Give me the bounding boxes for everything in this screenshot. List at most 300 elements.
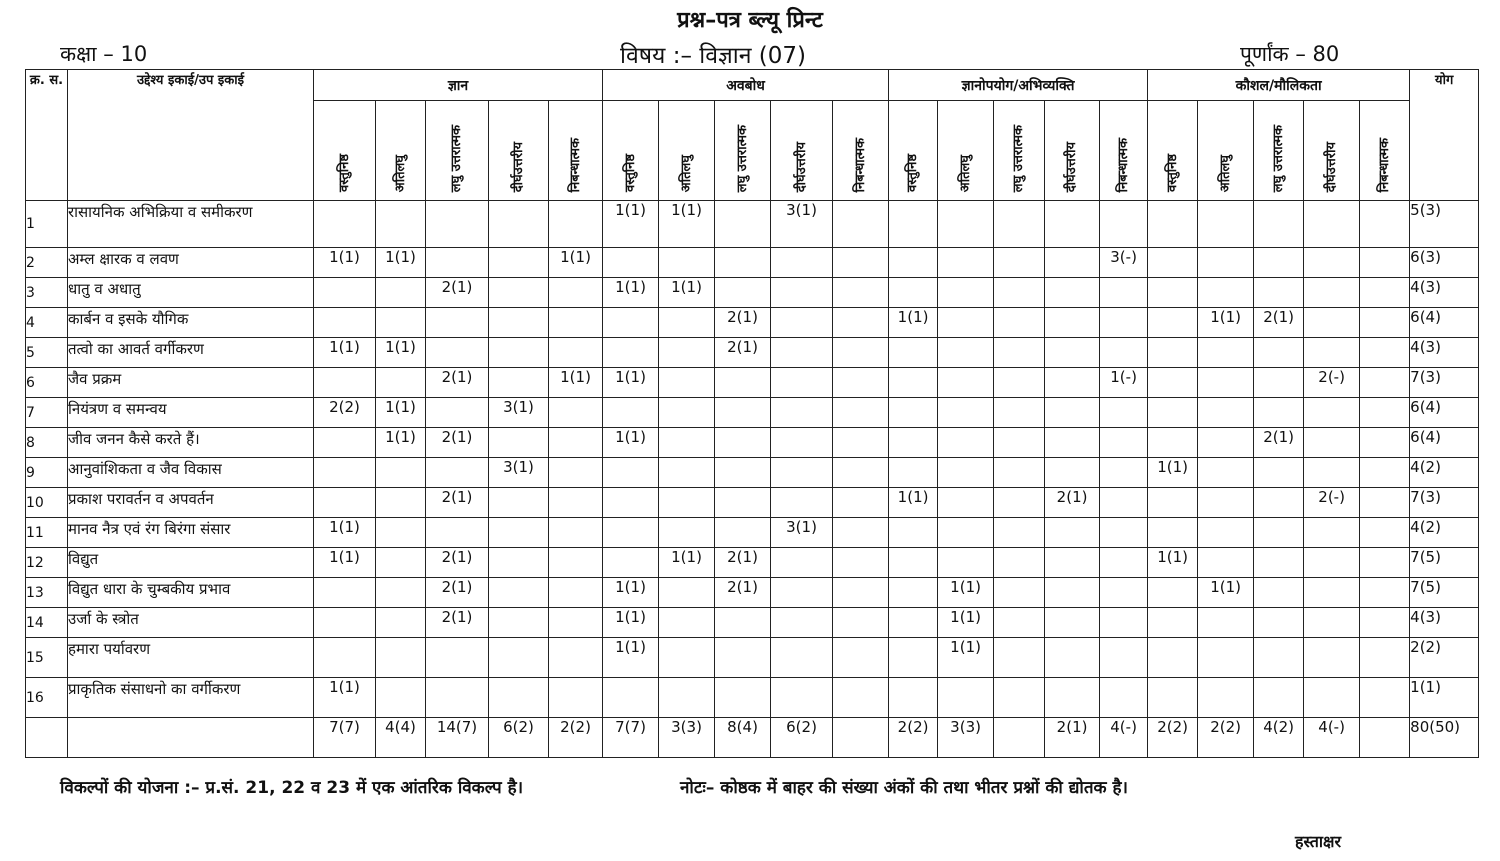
subheader-label: लघु उत्तरात्मक — [1011, 124, 1027, 192]
subheader-cell — [1254, 101, 1304, 201]
mark-cell — [1304, 578, 1360, 608]
mark-cell — [994, 428, 1045, 458]
mark-cell — [715, 458, 771, 488]
mark-cell — [994, 518, 1045, 548]
mark-cell: 1(1) — [889, 308, 938, 338]
mark-cell — [426, 201, 489, 248]
mark-cell — [715, 638, 771, 678]
mark-cell — [938, 548, 994, 578]
mark-cell — [659, 518, 715, 548]
mark-cell: 1(1) — [938, 638, 994, 678]
mark-cell: 1(1) — [938, 608, 994, 638]
mark-cell — [833, 638, 889, 678]
subheader-label: निबन्धात्मक — [567, 137, 583, 192]
subheader-cell — [659, 101, 715, 201]
row-total: 6(4) — [1410, 398, 1479, 428]
subject-label: विषय :– विज्ञान (07) — [620, 43, 806, 69]
column-total-cell — [1360, 718, 1410, 758]
mark-cell — [1148, 488, 1198, 518]
mark-cell — [659, 248, 715, 278]
mark-cell — [1360, 518, 1410, 548]
group-header-application: ज्ञानोपयोग/अभिव्यक्ति — [889, 70, 1148, 101]
row-serial: 2 — [26, 248, 68, 278]
row-serial: 12 — [26, 548, 68, 578]
subheader-cell — [1100, 101, 1148, 201]
mark-cell — [659, 428, 715, 458]
mark-cell — [489, 518, 549, 548]
column-total-cell: 2(1) — [1045, 718, 1100, 758]
mark-cell — [994, 608, 1045, 638]
mark-cell — [1304, 248, 1360, 278]
row-total: 5(3) — [1410, 201, 1479, 248]
mark-cell — [489, 308, 549, 338]
mark-cell — [314, 578, 376, 608]
mark-cell: 1(1) — [549, 248, 603, 278]
mark-cell — [426, 248, 489, 278]
group-header-skill: कौशल/मौलिकता — [1148, 70, 1410, 101]
mark-cell — [659, 608, 715, 638]
mark-cell — [1148, 678, 1198, 718]
subheader-cell — [314, 101, 376, 201]
mark-cell — [833, 278, 889, 308]
mark-cell: 1(1) — [1198, 578, 1254, 608]
mark-cell — [1198, 608, 1254, 638]
mark-cell — [833, 458, 889, 488]
column-total-cell: 4(2) — [1254, 718, 1304, 758]
mark-cell: 2(1) — [426, 488, 489, 518]
mark-cell — [1360, 428, 1410, 458]
column-total-cell: 3(3) — [938, 718, 994, 758]
row-serial: 4 — [26, 308, 68, 338]
mark-cell — [314, 428, 376, 458]
mark-cell — [1100, 518, 1148, 548]
subheader-label: अतिलघु — [392, 154, 408, 192]
mark-cell — [771, 608, 833, 638]
mark-cell — [833, 248, 889, 278]
row-topic: रासायनिक अभिक्रिया व समीकरण — [68, 201, 314, 248]
mark-cell — [771, 248, 833, 278]
mark-cell — [1045, 201, 1100, 248]
mark-cell — [489, 428, 549, 458]
mark-cell — [833, 368, 889, 398]
mark-cell — [659, 398, 715, 428]
mark-cell — [376, 308, 426, 338]
table-row — [26, 678, 1479, 718]
signature: हस्ताक्षर — [1295, 832, 1342, 851]
mark-cell — [994, 338, 1045, 368]
row-serial: 6 — [26, 368, 68, 398]
subheader-label: अतिलघु — [678, 154, 694, 192]
mark-cell: 1(1) — [603, 201, 659, 248]
mark-cell: 1(1) — [889, 488, 938, 518]
mark-cell — [938, 278, 994, 308]
subheader-cell — [1198, 101, 1254, 201]
subheader-cell — [1045, 101, 1100, 201]
table-row — [26, 278, 1479, 308]
mark-cell — [314, 458, 376, 488]
mark-cell — [603, 398, 659, 428]
mark-cell — [1360, 278, 1410, 308]
mark-cell — [715, 488, 771, 518]
mark-cell — [1148, 398, 1198, 428]
mark-cell — [1254, 201, 1304, 248]
mark-cell — [1045, 428, 1100, 458]
mark-cell: 1(1) — [659, 548, 715, 578]
mark-cell: 1(1) — [314, 678, 376, 718]
mark-cell: 2(1) — [426, 548, 489, 578]
mark-cell — [1198, 368, 1254, 398]
column-total-cell: 7(7) — [603, 718, 659, 758]
mark-cell — [938, 518, 994, 548]
mark-cell — [833, 201, 889, 248]
mark-cell — [994, 638, 1045, 678]
mark-cell — [1045, 398, 1100, 428]
mark-cell — [1304, 398, 1360, 428]
mark-cell — [376, 458, 426, 488]
mark-cell — [376, 201, 426, 248]
mark-cell — [314, 308, 376, 338]
mark-cell — [603, 248, 659, 278]
table-row — [26, 248, 1479, 278]
row-total: 4(3) — [1410, 608, 1479, 638]
subheader-cell — [376, 101, 426, 201]
column-total-cell: 8(4) — [715, 718, 771, 758]
mark-cell — [1100, 678, 1148, 718]
mark-cell — [1360, 248, 1410, 278]
column-total-cell — [833, 718, 889, 758]
subheader-label: वस्तुनिष्ठ — [905, 154, 921, 192]
mark-cell: 2(1) — [1254, 308, 1304, 338]
mark-cell — [938, 338, 994, 368]
column-total-cell: 3(3) — [659, 718, 715, 758]
row-topic: विद्युत धारा के चुम्बकीय प्रभाव — [68, 578, 314, 608]
table-row — [26, 608, 1479, 638]
mark-cell: 3(1) — [489, 458, 549, 488]
subheader-cell — [603, 101, 659, 201]
mark-cell — [1254, 338, 1304, 368]
mark-cell — [1254, 518, 1304, 548]
mark-cell — [549, 428, 603, 458]
row-serial: 3 — [26, 278, 68, 308]
mark-cell: 1(1) — [1198, 308, 1254, 338]
mark-cell — [1254, 278, 1304, 308]
mark-cell — [1100, 338, 1148, 368]
mark-cell — [376, 608, 426, 638]
row-serial: 7 — [26, 398, 68, 428]
mark-cell — [1198, 338, 1254, 368]
row-topic: हमारा पर्यावरण — [68, 638, 314, 678]
mark-cell — [1304, 338, 1360, 368]
totals-row — [26, 718, 1479, 758]
mark-cell — [1254, 458, 1304, 488]
column-total-cell: 14(7) — [426, 718, 489, 758]
row-serial: 11 — [26, 518, 68, 548]
mark-cell — [1198, 518, 1254, 548]
mark-cell — [489, 678, 549, 718]
mark-cell — [1198, 458, 1254, 488]
row-topic: मानव नैत्र एवं रंग बिरंगा संसार — [68, 518, 314, 548]
subheader-label: अतिलघु — [1217, 154, 1233, 192]
mark-cell — [833, 548, 889, 578]
mark-cell — [489, 638, 549, 678]
mark-cell — [938, 488, 994, 518]
mark-cell: 2(1) — [715, 548, 771, 578]
row-topic: कार्बन व इसके यौगिक — [68, 308, 314, 338]
table-row — [26, 201, 1479, 248]
subheader-label: लघु उत्तरात्मक — [1270, 124, 1286, 192]
subheader-label: वस्तुनिष्ठ — [336, 154, 352, 192]
mark-cell — [376, 678, 426, 718]
row-total: 7(5) — [1410, 578, 1479, 608]
mark-cell: 2(1) — [426, 578, 489, 608]
column-total-cell: 2(2) — [1198, 718, 1254, 758]
mark-cell — [938, 678, 994, 718]
row-total: 4(2) — [1410, 518, 1479, 548]
mark-cell — [771, 488, 833, 518]
mark-cell — [314, 201, 376, 248]
mark-cell — [549, 308, 603, 338]
subheader-label: दीर्घउत्तरीय — [1323, 141, 1339, 192]
mark-cell: 2(1) — [426, 608, 489, 638]
mark-cell — [549, 488, 603, 518]
subheader-label: दीर्घउत्तरीय — [793, 141, 809, 192]
mark-cell — [994, 548, 1045, 578]
mark-cell — [1304, 458, 1360, 488]
mark-cell — [771, 338, 833, 368]
mark-cell — [833, 308, 889, 338]
mark-cell — [314, 638, 376, 678]
total-header: योग — [1410, 70, 1479, 201]
mark-cell — [1100, 638, 1148, 678]
row-total: 4(3) — [1410, 338, 1479, 368]
mark-cell: 2(1) — [426, 278, 489, 308]
mark-cell — [426, 398, 489, 428]
mark-cell: 3(1) — [489, 398, 549, 428]
mark-cell — [771, 368, 833, 398]
table-row — [26, 458, 1479, 488]
mark-cell — [489, 608, 549, 638]
mark-cell — [549, 548, 603, 578]
mark-cell — [938, 308, 994, 338]
mark-cell: 1(1) — [603, 638, 659, 678]
mark-cell — [1100, 308, 1148, 338]
mark-cell — [771, 638, 833, 678]
mark-cell — [715, 248, 771, 278]
mark-cell — [889, 458, 938, 488]
mark-cell — [1198, 428, 1254, 458]
mark-cell: 2(1) — [426, 368, 489, 398]
subheader-label: वस्तुनिष्ठ — [622, 154, 638, 192]
mark-cell — [489, 338, 549, 368]
mark-cell — [1045, 678, 1100, 718]
row-serial: 1 — [26, 201, 68, 248]
mark-cell — [1045, 308, 1100, 338]
mark-cell — [938, 398, 994, 428]
mark-cell — [659, 368, 715, 398]
table-body — [26, 201, 1479, 758]
mark-cell — [1254, 248, 1304, 278]
mark-cell — [1148, 201, 1198, 248]
mark-cell: 2(2) — [314, 398, 376, 428]
mark-cell — [1100, 488, 1148, 518]
row-total: 7(3) — [1410, 368, 1479, 398]
row-topic: तत्वो का आवर्त वर्गीकरण — [68, 338, 314, 368]
mark-cell — [426, 638, 489, 678]
mark-cell — [1360, 458, 1410, 488]
mark-cell: 2(1) — [715, 308, 771, 338]
mark-cell — [1304, 308, 1360, 338]
page-title: प्रश्न–पत्र ब्ल्यू प्रिन्ट — [677, 8, 823, 33]
mark-cell — [549, 278, 603, 308]
row-topic: अम्ल क्षारक व लवण — [68, 248, 314, 278]
totals-blank-cell — [68, 718, 314, 758]
mark-cell — [994, 488, 1045, 518]
mark-cell — [1360, 308, 1410, 338]
row-topic: जीव जनन कैसे करते हैं। — [68, 428, 314, 458]
mark-cell: 1(1) — [1148, 548, 1198, 578]
mark-cell — [889, 578, 938, 608]
row-topic: धातु व अधातु — [68, 278, 314, 308]
mark-cell — [1148, 278, 1198, 308]
row-total: 4(2) — [1410, 458, 1479, 488]
mark-cell — [1045, 518, 1100, 548]
mark-cell — [376, 578, 426, 608]
mark-cell — [426, 308, 489, 338]
mark-cell: 1(1) — [376, 248, 426, 278]
mark-cell — [715, 518, 771, 548]
mark-cell — [994, 248, 1045, 278]
mark-cell — [1254, 608, 1304, 638]
row-serial: 13 — [26, 578, 68, 608]
subheader-cell — [489, 101, 549, 201]
mark-cell — [1360, 608, 1410, 638]
row-topic: आनुवांशिकता व जैव विकास — [68, 458, 314, 488]
subheader-cell — [1148, 101, 1198, 201]
mark-cell: 2(-) — [1304, 488, 1360, 518]
mark-cell — [833, 678, 889, 718]
mark-cell — [549, 398, 603, 428]
mark-cell — [426, 678, 489, 718]
table-row — [26, 548, 1479, 578]
mark-cell — [314, 368, 376, 398]
mark-cell — [1148, 578, 1198, 608]
mark-cell — [715, 278, 771, 308]
mark-cell — [603, 548, 659, 578]
mark-cell — [1198, 488, 1254, 518]
mark-cell — [833, 578, 889, 608]
mark-cell — [771, 428, 833, 458]
mark-cell: 2(-) — [1304, 368, 1360, 398]
mark-cell — [1100, 548, 1148, 578]
subheader-label: लघु उत्तरात्मक — [734, 124, 750, 192]
mark-cell — [1045, 548, 1100, 578]
mark-cell — [938, 248, 994, 278]
mark-cell — [715, 201, 771, 248]
mark-cell — [1100, 578, 1148, 608]
mark-cell — [1360, 678, 1410, 718]
mark-cell — [889, 338, 938, 368]
subheader-label: निबन्धात्मक — [1115, 137, 1131, 192]
mark-cell — [715, 398, 771, 428]
mark-cell — [833, 338, 889, 368]
row-total: 7(5) — [1410, 548, 1479, 578]
mark-cell — [1045, 458, 1100, 488]
mark-cell: 1(1) — [314, 338, 376, 368]
row-total: 2(2) — [1410, 638, 1479, 678]
mark-cell — [1304, 201, 1360, 248]
subheader-cell — [771, 101, 833, 201]
mark-cell — [549, 338, 603, 368]
subheader-label: अतिलघु — [957, 154, 973, 192]
mark-cell — [833, 488, 889, 518]
mark-cell — [1198, 248, 1254, 278]
bracket-note: नोटः– कोष्ठक में बाहर की संख्या अंकों की तथा भीतर प्रश्नों की द्योतक है। — [680, 778, 1128, 798]
mark-cell — [715, 678, 771, 718]
mark-cell — [1100, 458, 1148, 488]
subheader-cell — [715, 101, 771, 201]
mark-cell — [1148, 248, 1198, 278]
subheader-label: निबन्धात्मक — [852, 137, 868, 192]
mark-cell — [1360, 368, 1410, 398]
mark-cell: 1(1) — [603, 608, 659, 638]
mark-cell — [994, 368, 1045, 398]
mark-cell — [603, 678, 659, 718]
mark-cell — [889, 248, 938, 278]
mark-cell — [938, 428, 994, 458]
mark-cell — [1045, 248, 1100, 278]
mark-cell — [771, 458, 833, 488]
row-topic: उर्जा के स्त्रोत — [68, 608, 314, 638]
mark-cell — [771, 578, 833, 608]
subheader-cell — [1304, 101, 1360, 201]
mark-cell — [1148, 308, 1198, 338]
mark-cell: 1(-) — [1100, 368, 1148, 398]
mark-cell — [489, 278, 549, 308]
mark-cell — [771, 278, 833, 308]
column-total-cell — [994, 718, 1045, 758]
mark-cell — [1148, 608, 1198, 638]
row-topic: प्रकाश परावर्तन व अपवर्तन — [68, 488, 314, 518]
mark-cell: 3(1) — [771, 518, 833, 548]
mark-cell — [659, 638, 715, 678]
mark-cell — [1360, 398, 1410, 428]
mark-cell — [1254, 398, 1304, 428]
mark-cell — [1254, 548, 1304, 578]
mark-cell: 1(1) — [314, 548, 376, 578]
row-serial: 9 — [26, 458, 68, 488]
mark-cell — [426, 458, 489, 488]
mark-cell — [1148, 338, 1198, 368]
mark-cell — [659, 578, 715, 608]
mark-cell — [1045, 278, 1100, 308]
mark-cell — [889, 638, 938, 678]
mark-cell — [833, 608, 889, 638]
column-total-cell: 4(-) — [1304, 718, 1360, 758]
mark-cell — [1198, 278, 1254, 308]
mark-cell — [771, 548, 833, 578]
mark-cell — [426, 338, 489, 368]
mark-cell — [1254, 368, 1304, 398]
mark-cell — [1304, 518, 1360, 548]
mark-cell — [889, 368, 938, 398]
mark-cell — [1100, 278, 1148, 308]
mark-cell — [1045, 368, 1100, 398]
row-total: 1(1) — [1410, 678, 1479, 718]
column-total-cell: 6(2) — [771, 718, 833, 758]
mark-cell — [994, 308, 1045, 338]
row-total: 6(3) — [1410, 248, 1479, 278]
mark-cell — [1360, 338, 1410, 368]
